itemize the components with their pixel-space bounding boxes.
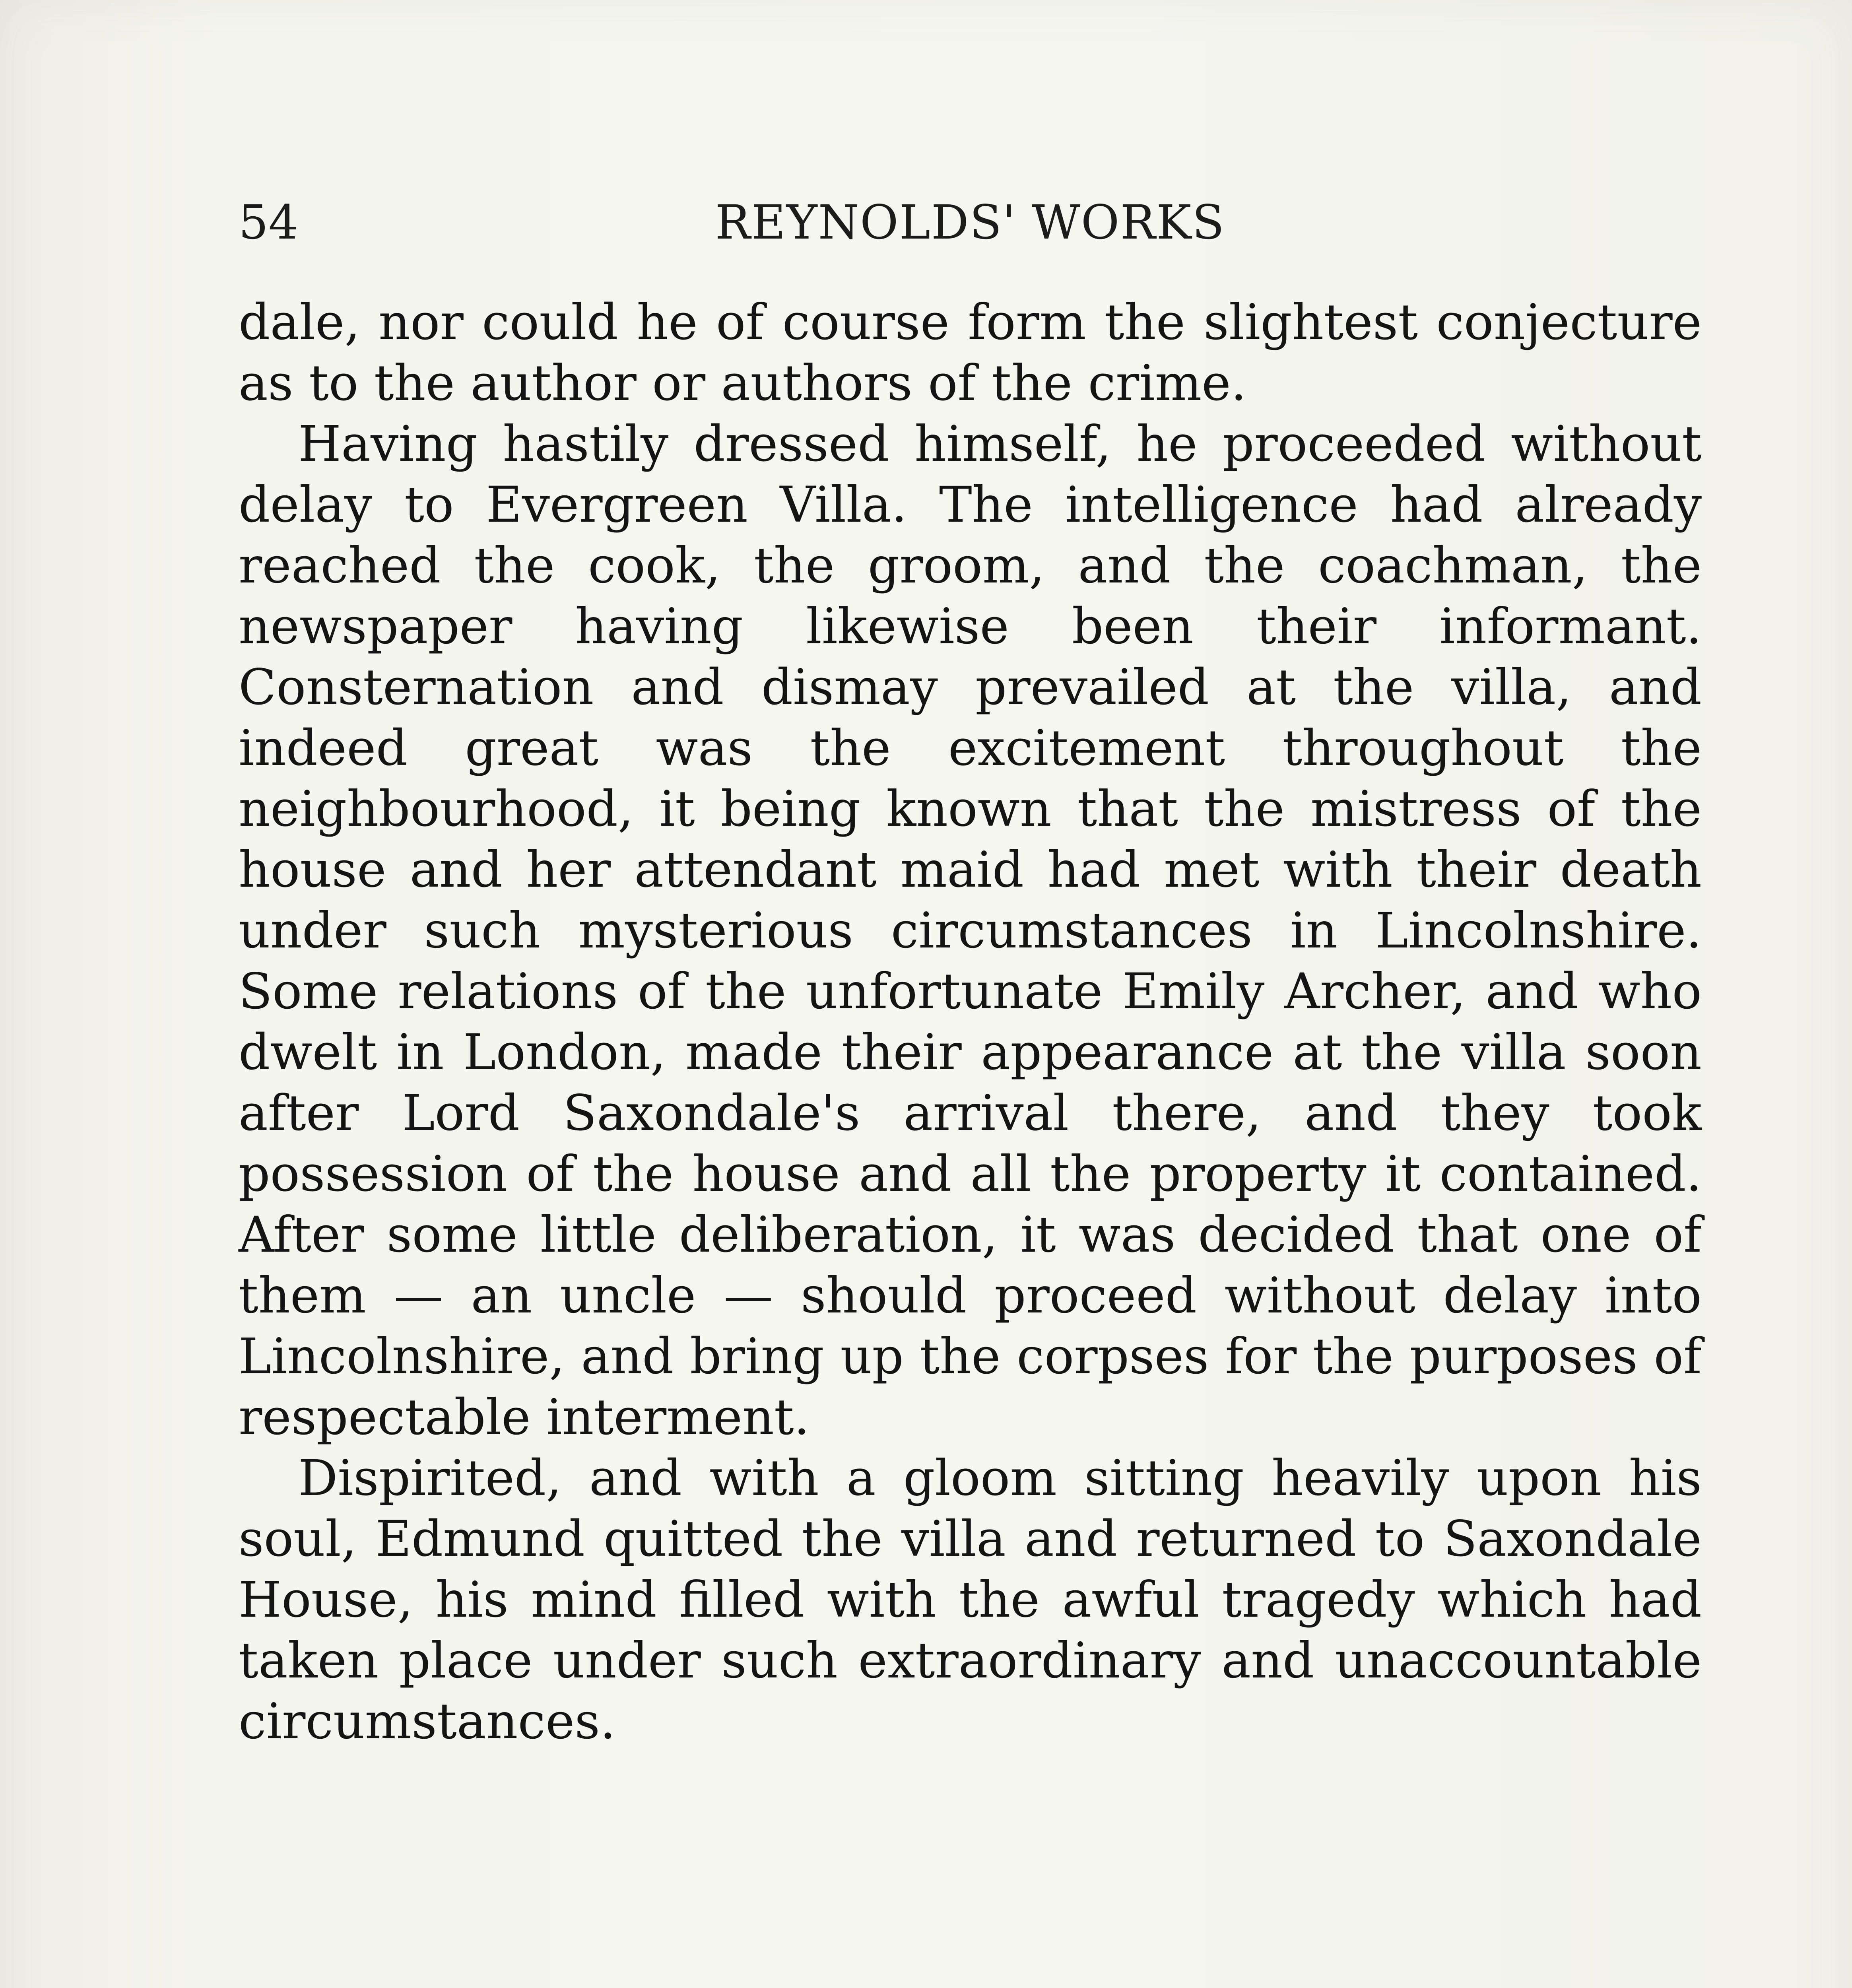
- paragraph: dale, nor could he of course form the slightest conjecture as to the author or authors of the crime.: [239, 294, 1702, 412]
- running-head: REYNOLDS' WORKS: [715, 195, 1225, 250]
- page-number: 54: [239, 195, 299, 250]
- paragraph: Having hastily dressed himself, he proceeded without delay to Evergreen Villa. The intelligence had already reached the cook, the groom, and the coachman, the newspaper having likewise been their informant. Consternation and dismay prevailed at the villa, and indeed great was the excitement throughout the neighbourhood, it being known that the mistress of the house and her attendant maid had met with their death under such mysterious circumstances in Lincolnshire. Some relations of the unfortunate Emily Archer, and who dwelt in London, made their appearance at the villa soon after Lord Saxondale's arrival there, and they took possession of the house and all the property it contained. After some little deliberation, it was decided that one of them — an uncle — should proceed without delay into Lincolnshire, and bring up the corpses for the purposes of respectable interment.: [239, 415, 1702, 1446]
- page-header: [239, 187, 1702, 262]
- body-text: [239, 292, 1702, 1752]
- paragraph: Dispirited, and with a gloom sitting heavily upon his soul, Edmund quitted the villa and returned to Saxondale House, his mind filled with the awful tragedy which had taken place under such extraordinary and unaccountable circumstances.: [239, 1450, 1702, 1750]
